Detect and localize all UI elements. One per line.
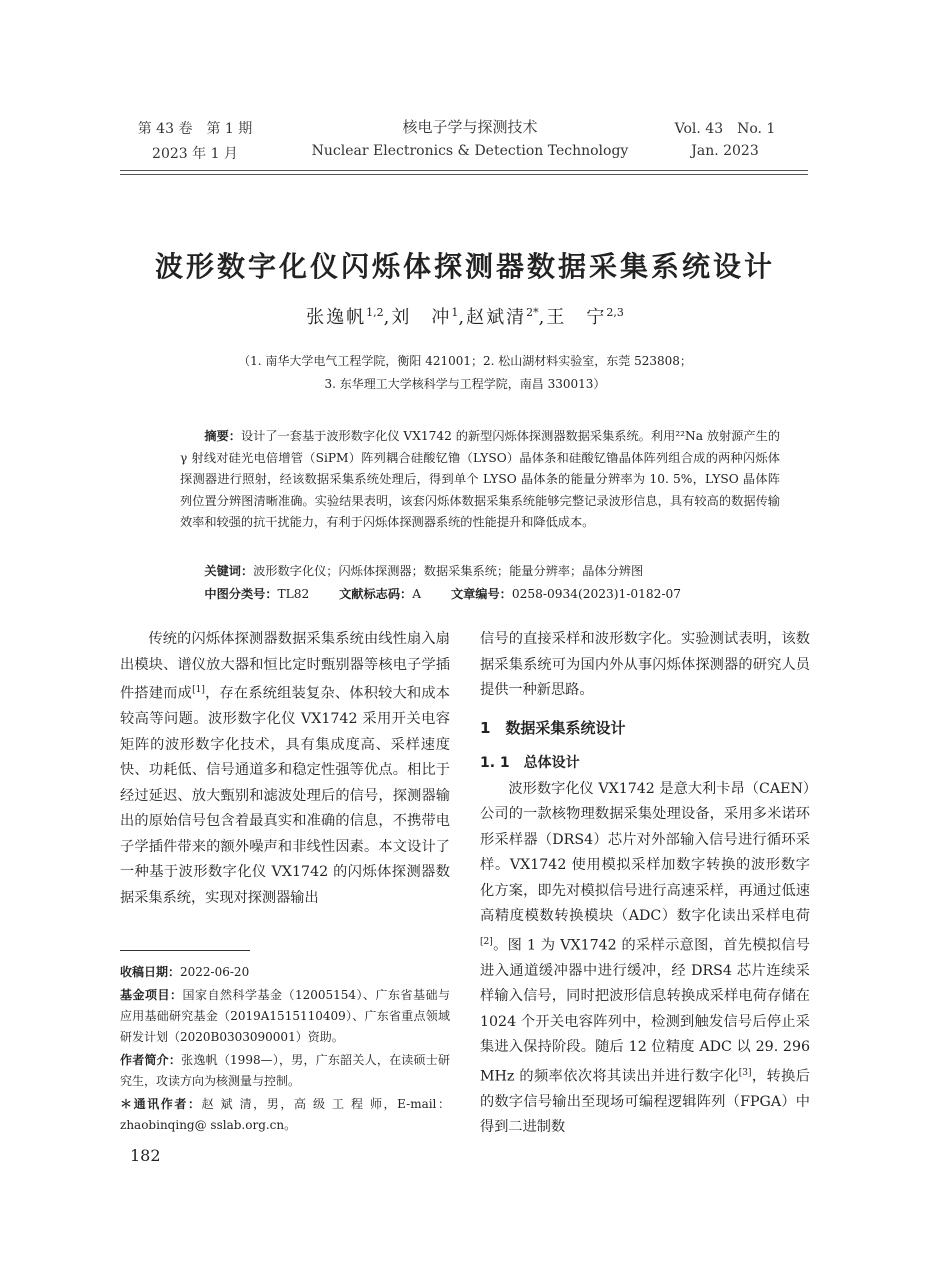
body-paragraph — [480, 777, 810, 1141]
author-name: 赵斌清 — [466, 307, 527, 328]
footnote-text: 赵 斌 清，男，高 级 工 程 师，E-mail：zhaobinqing@ sslab.org.cn。 — [120, 1097, 450, 1132]
author-affiliation-mark: 1 — [451, 306, 459, 319]
journal-title-en: Nuclear Electronics & Detection Technology — [311, 143, 629, 159]
footnote-label: 收稿日期： — [120, 965, 181, 979]
citation: [1] — [192, 685, 205, 695]
article-number-label: 文章编号： — [450, 587, 512, 601]
body-text: ，存在系统组装复杂、体积较大和成本较高等问题。波形数字化仪 VX1742 采用开关电容矩阵的波形数字化技术，具有集成度高、采样速度快、功耗低、信号通道多和稳定性强等优点。相比于经过延迟、放大甄别和滤波处理后的信号，探测器输出的原始信号包含着最真实和准确的信息，不携带电子学插件带来的额外噪声和非线性因素。本文设计了一种基于波形数字化仪 VX1742 的闪烁体探测器数据采集系统，实现对探测器输出 — [120, 685, 450, 906]
author-name: 刘 冲 — [391, 307, 452, 328]
journal-title-cn: 核电子学与探测技术 — [402, 118, 538, 136]
citation: [3] — [738, 1067, 752, 1078]
footnote-corresponding — [120, 1094, 450, 1136]
section-heading: 1 数据采集系统设计 — [480, 718, 626, 737]
doc-code-label: 文献标志码： — [339, 587, 413, 601]
author-affiliation-mark: 2,3 — [606, 306, 624, 319]
footnote-label: 作者简介： — [120, 1053, 182, 1067]
author-affiliation-mark: 1,2 — [366, 306, 384, 319]
footnote-rule — [120, 950, 250, 951]
affiliation-line: 3. 东华理工大学核科学与工程学院，南昌 330013） — [324, 377, 606, 391]
footnote-label: ＊通讯作者： — [120, 1097, 202, 1111]
doc-code-value: A — [412, 587, 422, 601]
header-rule-top — [120, 170, 808, 171]
clc-label: 中图分类号： — [204, 587, 278, 601]
clc-value: TL82 — [277, 587, 310, 601]
author-list: 张逸帆$^{1,2}$,刘 冲$^1$,赵斌清$^{2*}$,王 宁$^{2,3}$ — [306, 306, 624, 328]
article-number-value: 0258-0934(2023)1-0182-07 — [511, 587, 682, 601]
author-affiliation-mark: 2* — [526, 306, 539, 319]
keywords-label: 关键词： — [204, 564, 254, 578]
abstract-text: 设计了一套基于波形数字化仪 VX1742 的新型闪烁体探测器数据采集系统。利用²²Na 放射源产生的 γ 射线对硅光电倍增管（SiPM）阵列耦合硅酸钇镥（LYSO）晶体条和硅酸钇镥晶体阵列组合成的两种闪烁体探测器进行照射，经该数据采集系统处理后，得到单个 LYSO 晶体条的能量分辨率为 10. 5%，LYSO 晶体阵列位置分辨图清晰准确。实验结果表明，该套闪烁体数据采集系统能够完整记录波形信息，具有较高的数据传输效率和较强的抗干扰能力，有利于闪烁体探测器系统的性能提升和降低成本。 — [180, 429, 781, 529]
footnote-author — [120, 1050, 450, 1092]
abstract — [180, 426, 780, 534]
footnotes — [120, 962, 450, 1138]
body-text: 传统的闪烁体探测器数据采集系统由线性扇入扇出模块、谱仪放大器和恒比定时甄别器等核电子学插件搭建而成 — [120, 631, 450, 702]
volume-issue-en: Vol. 43 No. 1 — [674, 121, 776, 137]
footnote-label: 基金项目： — [120, 988, 183, 1002]
body-paragraph: 信号的直接采样和波形数字化。实验测试表明，该数据采集系统可为国内外从事闪烁体探测器的研究人员提供一种新思路。 — [480, 631, 810, 698]
keywords — [180, 562, 780, 579]
footnote-text: 张逸帆（1998—），男，广东韶关人，在读硕士研究生，攻读方向为核测量与控制。 — [120, 1053, 450, 1088]
paper-title: 波形数字化仪闪烁体探测器数据采集系统设计 — [154, 250, 775, 283]
author-name: 张逸帆 — [306, 307, 367, 328]
left-column — [120, 627, 450, 911]
footnote-received — [120, 962, 450, 983]
footnote-fund — [120, 985, 450, 1048]
body-text: ，转换后的数字信号输出至现场可编程逻辑阵列（FPGA）中得到二进制数 — [480, 1068, 810, 1136]
author-name: 王 宁 — [546, 307, 607, 328]
body-text: 。图 1 为 VX1742 的采样示意图，首先模拟信号进入通道缓冲器中进行缓冲，经 DRS4 芯片连续采样输入信号，同时把波形信息转换成采样电荷存储在 1024 个开关电容阵列中，检测到触发信号后停止采集进入保持阶段。随后 12 位精度 ADC 以 29. 296 MHz 的频率依次将其读出并进行数字化 — [480, 937, 810, 1085]
page-number: 182 — [130, 1146, 161, 1165]
keywords-text: 波形数字化仪；闪烁体探测器；数据采集系统；能量分辨率；晶体分辨图 — [253, 564, 644, 578]
abstract-label: 摘要： — [204, 429, 241, 443]
header-rule-bottom — [120, 174, 808, 175]
date-en: Jan. 2023 — [691, 143, 759, 159]
date-cn: 2023 年 1 月 — [152, 146, 238, 162]
affiliation-line: （1. 南华大学电气工程学院，衡阳 421001；2. 松山湖材料实验室，东莞 523808； — [238, 354, 692, 368]
body-paragraph — [120, 627, 450, 911]
classification-line — [180, 585, 780, 602]
body-text: 波形数字化仪 VX1742 是意大利卡昂（CAEN）公司的一款核物理数据采集处理设备，采用多米诺环形采样器（DRS4）芯片对外部输入信号进行循环采样。VX1742 使用模拟采样加数字转换的波形数字化方案，即先对模拟信号进行高速采样，再通过低速高精度模数转换模块（ADC）数字化读出采样电荷 — [480, 780, 810, 924]
footnote-text: 2022-06-20 — [180, 965, 250, 979]
footnote-text: 国家自然科学基金（12005154）、广东省基础与应用基础研究基金（2019A1515110409）、广东省重点领域研发计划（2020B0303090001）资助。 — [120, 988, 450, 1044]
right-column — [480, 627, 810, 1141]
citation: [2] — [480, 936, 493, 947]
volume-issue-cn: 第 43 卷 第 1 期 — [137, 121, 253, 137]
subsection-heading: 1. 1 总体设计 — [480, 755, 580, 771]
